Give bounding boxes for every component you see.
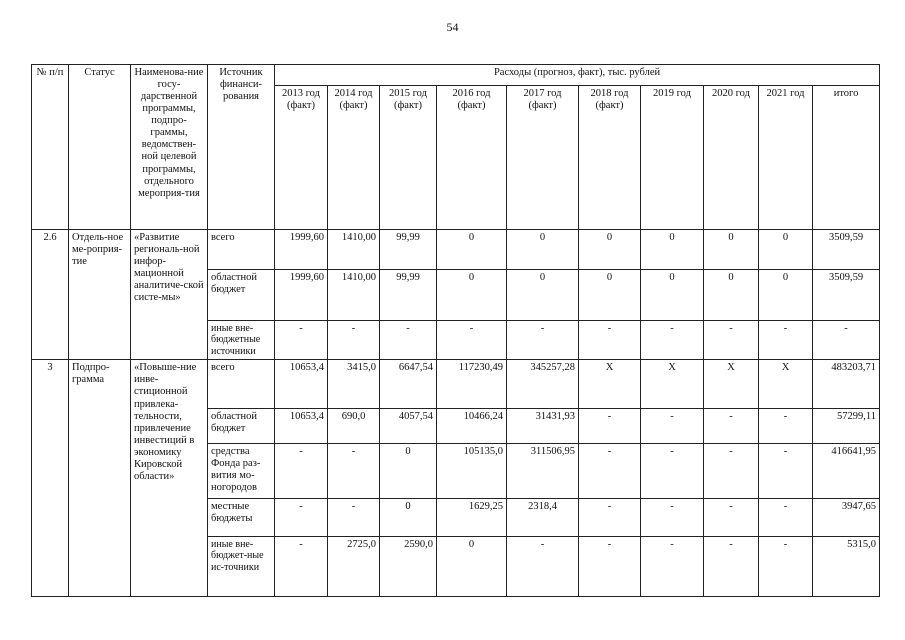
cell-value: - (641, 443, 704, 498)
cell-value: - (704, 536, 759, 596)
cell-total: - (813, 320, 880, 360)
cell-value: 99,99 (380, 270, 437, 320)
header-year: 2016 год (факт) (437, 86, 507, 230)
cell-value: X (579, 360, 641, 408)
cell-value: 311506,95 (507, 443, 579, 498)
header-year: 2014 год (факт) (328, 86, 380, 230)
cell-value: 105135,0 (437, 443, 507, 498)
cell-value: 117230,49 (437, 360, 507, 408)
cell-value: - (579, 320, 641, 360)
cell-value: X (641, 360, 704, 408)
header-name: Наименова-ние госу-дарственной программы, подпро-граммы, ведомствен-ной целевой программы, отдельного мероприя-тия (131, 65, 208, 230)
cell-value: - (704, 408, 759, 443)
cell-value: - (579, 443, 641, 498)
cell-value: 6647,54 (380, 360, 437, 408)
table-row (32, 230, 880, 270)
cell-value: 0 (579, 270, 641, 320)
cell-value: 0 (437, 230, 507, 270)
cell-value: 1999,60 (275, 230, 328, 270)
cell-value: - (641, 320, 704, 360)
row-num: 2.6 (32, 230, 69, 360)
cell-value: 2318,4 (507, 499, 579, 536)
budget-table (31, 64, 880, 597)
cell-value: - (437, 320, 507, 360)
cell-total: 3947,65 (813, 499, 880, 536)
header-year: 2013 год (факт) (275, 86, 328, 230)
header-year: 2017 год (факт) (507, 86, 579, 230)
cell-value: - (579, 536, 641, 596)
cell-value: - (328, 443, 380, 498)
page-number: 54 (446, 20, 459, 34)
cell-value: - (507, 536, 579, 596)
cell-value: 99,99 (380, 230, 437, 270)
cell-value: 3415,0 (328, 360, 380, 408)
header-total: итого (813, 86, 880, 230)
row-num: 3 (32, 360, 69, 597)
cell-value: - (759, 408, 813, 443)
cell-value: - (704, 320, 759, 360)
cell-value: 0 (437, 270, 507, 320)
cell-value: 2725,0 (328, 536, 380, 596)
cell-value: 0 (759, 230, 813, 270)
cell-value: - (579, 499, 641, 536)
cell-value: 31431,93 (507, 408, 579, 443)
cell-value: 10653,4 (275, 408, 328, 443)
cell-value: 4057,54 (380, 408, 437, 443)
row-source: иные вне-бюджетные источники (208, 320, 275, 360)
row-name: «Развитие региональ-ной инфор-мационной аналитиче-ской систе-мы» (131, 230, 208, 360)
cell-value: 0 (704, 270, 759, 320)
cell-value: 0 (437, 536, 507, 596)
row-status: Подпро-грамма (69, 360, 131, 597)
cell-total: 5315,0 (813, 536, 880, 596)
cell-total: 416641,95 (813, 443, 880, 498)
header-year: 2019 год (641, 86, 704, 230)
cell-value: - (328, 499, 380, 536)
row-source: всего (208, 230, 275, 270)
row-source: областной бюджет (208, 270, 275, 320)
cell-value: 2590,0 (380, 536, 437, 596)
cell-value: - (704, 499, 759, 536)
cell-value: 10466,24 (437, 408, 507, 443)
cell-value: 690,0 (328, 408, 380, 443)
cell-value: 0 (579, 230, 641, 270)
cell-value: - (328, 320, 380, 360)
header-year: 2021 год (759, 86, 813, 230)
cell-total: 3509,59 (813, 230, 880, 270)
cell-value: - (641, 536, 704, 596)
cell-value: - (380, 320, 437, 360)
cell-value: 0 (380, 443, 437, 498)
cell-value: 1410,00 (328, 270, 380, 320)
cell-total: 3509,59 (813, 270, 880, 320)
row-source: местные бюджеты (208, 499, 275, 536)
header-expenses: Расходы (прогноз, факт), тыс. рублей (275, 65, 880, 86)
row-status: Отдель-ное ме-роприя-тие (69, 230, 131, 360)
cell-value: - (641, 499, 704, 536)
cell-value: 0 (380, 499, 437, 536)
cell-value: - (759, 320, 813, 360)
header-year: 2020 год (704, 86, 759, 230)
cell-value: 0 (641, 270, 704, 320)
cell-value: - (275, 499, 328, 536)
cell-value: 10653,4 (275, 360, 328, 408)
cell-value: 1410,00 (328, 230, 380, 270)
row-source: средства Фонда раз-вития мо-ногородов (208, 443, 275, 498)
cell-value: 0 (641, 230, 704, 270)
header-year: 2015 год (факт) (380, 86, 437, 230)
cell-value: - (275, 320, 328, 360)
table-row (32, 360, 880, 408)
header-num: № п/п (32, 65, 69, 230)
cell-value: - (275, 536, 328, 596)
cell-value: - (759, 443, 813, 498)
cell-total: 483203,71 (813, 360, 880, 408)
cell-value: 0 (759, 270, 813, 320)
cell-value: 0 (704, 230, 759, 270)
row-name: «Повыше-ние инве-стиционной привлека-тельности, привлечение инвестиций в экономику Кировской области» (131, 360, 208, 597)
cell-value: - (759, 499, 813, 536)
cell-value: X (759, 360, 813, 408)
cell-value: - (579, 408, 641, 443)
cell-value: 1629,25 (437, 499, 507, 536)
cell-value: - (275, 443, 328, 498)
cell-value: - (759, 536, 813, 596)
row-source: иные вне-бюджет-ные ис-точники (208, 536, 275, 596)
cell-value: 0 (507, 270, 579, 320)
cell-value: 1999,60 (275, 270, 328, 320)
cell-value: 0 (507, 230, 579, 270)
header-source: Источник финанси-рования (208, 65, 275, 230)
header-status: Статус (69, 65, 131, 230)
cell-value: 345257,28 (507, 360, 579, 408)
cell-value: - (507, 320, 579, 360)
cell-value: - (704, 443, 759, 498)
row-source: всего (208, 360, 275, 408)
cell-value: X (704, 360, 759, 408)
row-source: областной бюджет (208, 408, 275, 443)
cell-value: - (641, 408, 704, 443)
header-year: 2018 год (факт) (579, 86, 641, 230)
cell-total: 57299,11 (813, 408, 880, 443)
